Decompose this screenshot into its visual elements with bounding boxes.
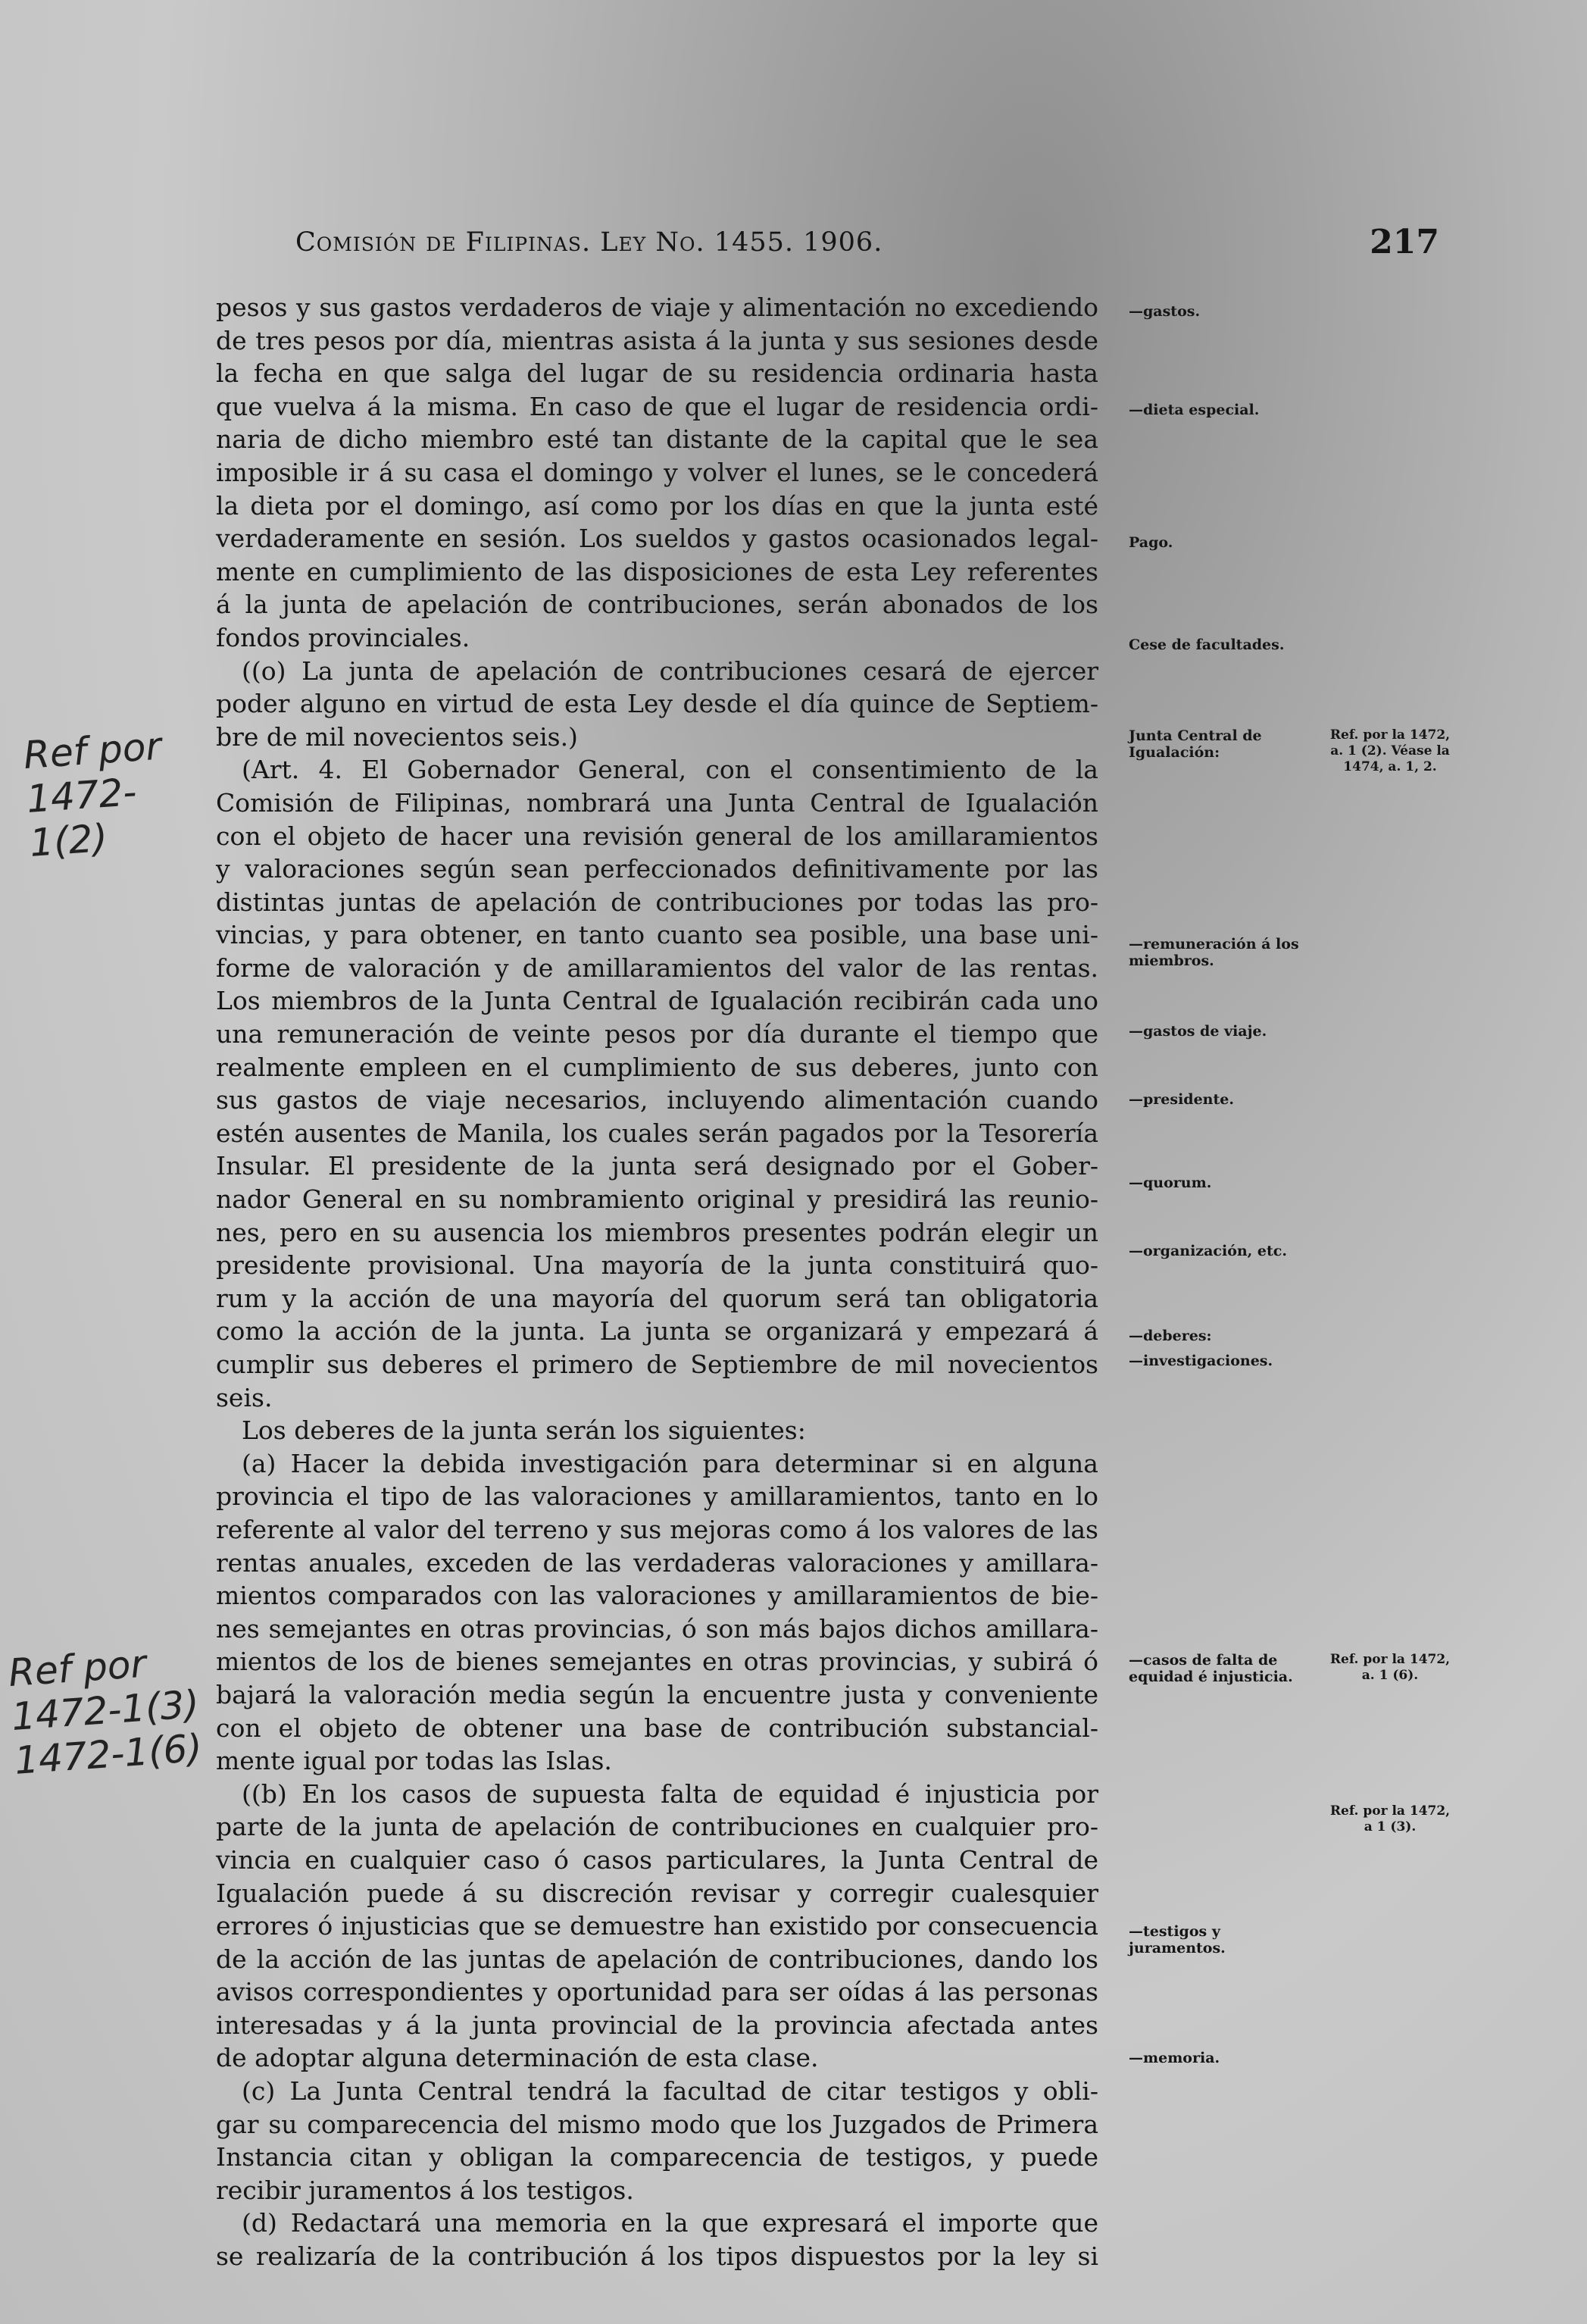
text-line: á la junta de apelación de contribuciones, serán abonados de los — [216, 590, 1098, 620]
text-line: Los miembros de la Junta Central de Igualación recibirán cada uno — [216, 986, 1098, 1016]
text-line: rum y la acción de una mayoría del quorum será tan obligatoria — [216, 1283, 1098, 1313]
margin-note-quorum: —quorum. — [1129, 1175, 1212, 1191]
text-line: (c) La Junta Central tendrá la facultad de citar testigos y obli- — [242, 2076, 1098, 2107]
text-line: presidente provisional. Una mayoría de la junta constituirá quo- — [216, 1250, 1098, 1281]
text-line: Comisión de Filipinas, nombrará una Junta Central de Igualación — [216, 787, 1098, 818]
text-line: mente igual por todas las Islas. — [216, 1746, 612, 1776]
text-line: poder alguno en virtud de esta Ley desde el día quince de Septiem- — [216, 689, 1098, 719]
text-line: naria de dicho miembro esté tan distante de la capital que le sea — [216, 424, 1098, 455]
text-line: con el objeto de obtener una base de contribución substancial- — [216, 1713, 1098, 1743]
reference-note-1: Ref. por la 1472, a. 1 (2). Véase la 1474, a. 1, 2. — [1329, 727, 1451, 774]
text-line: una remuneración de veinte pesos por día durante el tiempo que — [216, 1019, 1098, 1049]
margin-note-deberes: —deberes: — [1129, 1328, 1212, 1344]
text-line: ((o) La junta de apelación de contribuciones cesará de ejercer — [242, 655, 1098, 686]
margin-note-cese: Cese de facultades. — [1129, 637, 1285, 653]
text-line: Los deberes de la junta serán los siguientes: — [242, 1415, 806, 1446]
text-line: (d) Redactará una memoria en la que expresará el importe que — [242, 2208, 1098, 2238]
text-line: referente al valor del terreno y sus mejoras como á los valores de las — [216, 1514, 1098, 1544]
text-line: de tres pesos por día, mientras asista á la junta y sus sesiones desde — [216, 325, 1098, 355]
text-line: vincia en cualquier caso ó casos particulares, la Junta Central de — [216, 1844, 1098, 1875]
margin-note-gastos: —gastos. — [1129, 303, 1201, 320]
text-line: vincias, y para obtener, en tanto cuanto sea posible, una base uni- — [216, 920, 1098, 950]
text-line: imposible ir á su casa el domingo y volver el lunes, se le concederá — [216, 457, 1098, 487]
text-line: estén ausentes de Manila, los cuales serán pagados por la Tesorería — [216, 1118, 1098, 1148]
margin-note-investigaciones: —investigaciones. — [1129, 1353, 1273, 1369]
text-line: (Art. 4. El Gobernador General, con el consentimiento de la — [242, 755, 1098, 785]
text-line: rentas anuales, exceden de las verdaderas valoraciones y amillara- — [216, 1547, 1098, 1578]
text-line: pesos y sus gastos verdaderos de viaje y alimentación no excediendo — [216, 292, 1098, 322]
text-line: provincia el tipo de las valoraciones y amillaramientos, tanto en lo — [216, 1481, 1098, 1512]
margin-note-pago: Pago. — [1129, 534, 1173, 551]
text-line: Insular. El presidente de la junta será designado por el Gober- — [216, 1151, 1098, 1181]
margin-note-organizacion: —organización, etc. — [1129, 1243, 1287, 1259]
text-line: verdaderamente en sesión. Los sueldos y gastos ocasionados legal- — [216, 524, 1098, 554]
text-line: forme de valoración y de amillaramientos del valor de las rentas. — [216, 952, 1098, 983]
handwritten-annotation-2: Ref por 1472-1(3) 1472-1(6) — [7, 1641, 204, 1783]
page-number: 217 — [1370, 223, 1439, 261]
reference-note-2: Ref. por la 1472, a. 1 (6). — [1329, 1652, 1451, 1683]
text-line: recibir juramentos á los testigos. — [216, 2175, 634, 2205]
text-line: errores ó injusticias que se demuestre han existido por consecuencia — [216, 1911, 1098, 1941]
text-line: parte de la junta de apelación de contribuciones en cualquier pro- — [216, 1812, 1098, 1842]
text-line: sus gastos de viaje necesarios, incluyendo alimentación cuando — [216, 1085, 1098, 1115]
text-line: bre de mil novecientos seis.) — [216, 721, 578, 752]
text-line: seis. — [216, 1382, 273, 1412]
text-line: Igualación puede á su discreción revisar y corregir cualesquier — [216, 1878, 1098, 1908]
text-line: (a) Hacer la debida investigación para determinar si en alguna — [242, 1448, 1098, 1478]
text-line: con el objeto de hacer una revisión general de los amillaramientos — [216, 821, 1098, 851]
text-line: nes semejantes en otras provincias, ó son más bajos dichos amillara- — [216, 1613, 1098, 1644]
text-line: avisos correspondientes y oportunidad para ser oídas á las personas — [216, 1977, 1098, 2007]
text-line: gar su comparecencia del mismo modo que los Juzgados de Primera — [216, 2109, 1098, 2139]
margin-note-gastos-viaje: —gastos de viaje. — [1129, 1023, 1267, 1040]
margin-note-casos-falta-equidad: —casos de falta de equidad é injusticia. — [1129, 1652, 1293, 1685]
text-line: nador General en su nombramiento original y presidirá las reunio- — [216, 1184, 1098, 1215]
text-line: realmente empleen en el cumplimiento de sus deberes, junto con — [216, 1052, 1098, 1082]
text-line: como la acción de la junta. La junta se organizará y empezará á — [216, 1316, 1098, 1347]
margin-note-memoria: —memoria. — [1129, 2050, 1220, 2066]
text-line: interesadas y á la junta provincial de la provincia afectada antes — [216, 2010, 1098, 2040]
text-line: la fecha en que salga del lugar de su residencia ordinaria hasta — [216, 358, 1098, 389]
margin-note-junta-central: Junta Central de Igualación: — [1129, 727, 1262, 761]
margin-note-remuneracion: —remuneración á los miembros. — [1129, 936, 1299, 969]
text-line: bajará la valoración media según la encuentre justa y conveniente — [216, 1679, 1098, 1709]
text-line: la dieta por el domingo, así como por los días en que la junta esté — [216, 490, 1098, 521]
handwritten-annotation-1: Ref por 1472-1(2) — [22, 724, 163, 865]
text-line: ((b) En los casos de supuesta falta de equidad é injusticia por — [242, 1778, 1098, 1809]
body-text — [216, 291, 1098, 2273]
text-line: fondos provinciales. — [216, 622, 470, 652]
text-line: nes, pero en su ausencia los miembros presentes podrán elegir un — [216, 1217, 1098, 1247]
text-line: mente en cumplimiento de las disposiciones de esta Ley referentes — [216, 556, 1098, 586]
text-line: mientos comparados con las valoraciones y amillaramientos de bie- — [216, 1581, 1098, 1611]
text-line: distintas juntas de apelación de contribuciones por todas las pro- — [216, 887, 1098, 917]
text-line: se realizaría de la contribución á los tipos dispuestos por la ley si — [216, 2241, 1098, 2272]
text-line: que vuelva á la misma. En caso de que el lugar de residencia ordi- — [216, 391, 1098, 421]
text-line: mientos de los de bienes semejantes en otras provincias, y subirá ó — [216, 1647, 1098, 1677]
margin-note-testigos: —testigos y juramentos. — [1129, 1923, 1226, 1956]
text-line: y valoraciones según sean perfeccionados definitivamente por las — [216, 854, 1098, 884]
text-line: de la acción de las juntas de apelación de contribuciones, dando los — [216, 1944, 1098, 1974]
margin-note-presidente: —presidente. — [1129, 1091, 1234, 1108]
text-line: cumplir sus deberes el primero de Septiembre de mil novecientos — [216, 1350, 1098, 1379]
text-line: Instancia citan y obligan la comparecencia de testigos, y puede — [216, 2142, 1098, 2172]
page-header — [295, 223, 1439, 273]
text-line: de adoptar alguna determinación de esta clase. — [216, 2043, 819, 2073]
reference-note-3: Ref. por la 1472, a 1 (3). — [1329, 1803, 1451, 1834]
margin-note-dieta: —dieta especial. — [1129, 402, 1260, 418]
running-title: Comisión de Filipinas. Ley No. 1455. 1906. — [295, 227, 883, 258]
